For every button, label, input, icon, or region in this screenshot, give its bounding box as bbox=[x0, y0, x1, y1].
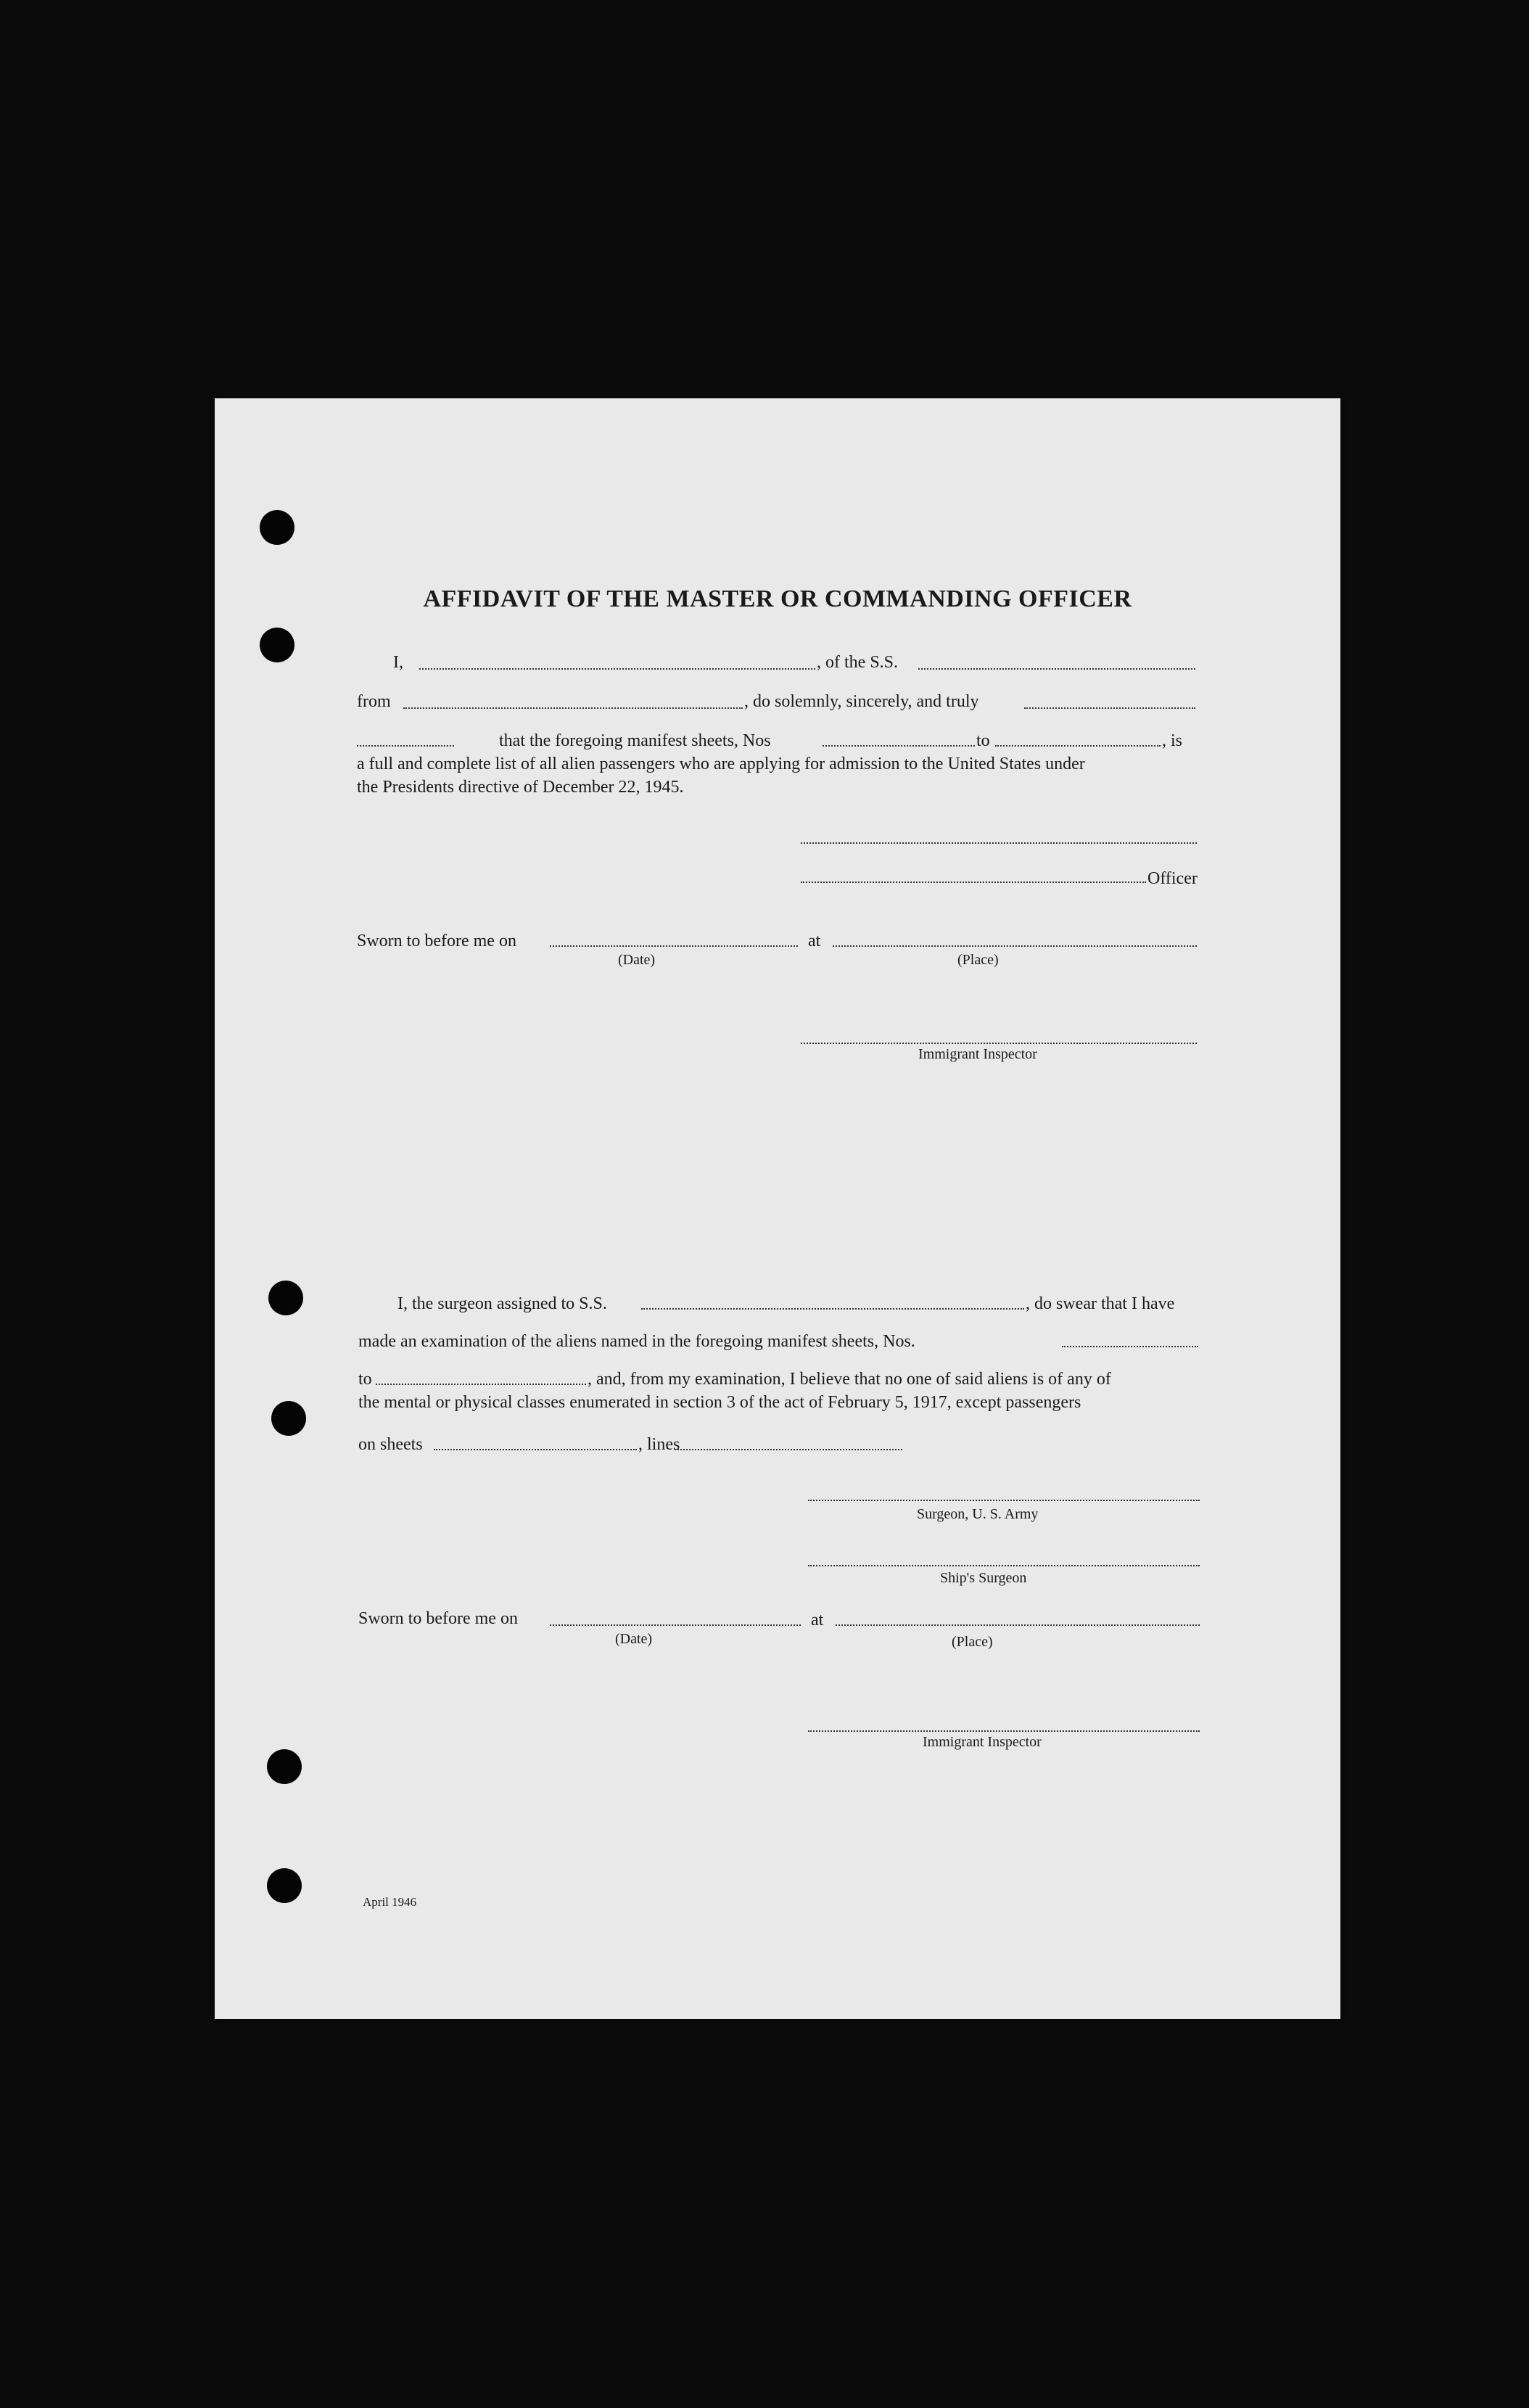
master-from-field[interactable] bbox=[403, 707, 743, 709]
surgeon-line3-rest: , and, from my examination, I believe that no one of said aliens is of any of bbox=[588, 1370, 1111, 1389]
master-at-label: at bbox=[808, 932, 821, 950]
surgeon-on-sheets-label: on sheets bbox=[358, 1435, 423, 1454]
form-title: AFFIDAVIT OF THE MASTER OR COMMANDING OFFICER bbox=[423, 585, 1132, 612]
punch-hole bbox=[271, 1401, 306, 1436]
master-ship-field[interactable] bbox=[918, 668, 1195, 670]
army-surgeon-caption: Surgeon, U. S. Army bbox=[917, 1506, 1039, 1522]
form-page bbox=[215, 398, 1340, 2019]
master-is-label: , is bbox=[1162, 731, 1183, 750]
master-of-ss-label: , of the S.S. bbox=[817, 653, 899, 672]
master-manifest-label: that the foregoing manifest sheets, Nos bbox=[499, 731, 771, 750]
surgeon-nos-from-field[interactable] bbox=[1062, 1346, 1198, 1347]
surgeon-sworn-label: Sworn to before me on bbox=[358, 1609, 518, 1628]
surgeon-sworn-date-field[interactable] bbox=[550, 1624, 801, 1626]
surgeon-sheets-field[interactable] bbox=[434, 1449, 637, 1450]
surgeon-nos-to-field[interactable] bbox=[376, 1384, 586, 1385]
surgeon-line1: I, the surgeon assigned to S.S. bbox=[397, 1294, 607, 1313]
master-inspector-signature-field[interactable] bbox=[801, 1043, 1197, 1044]
surgeon-to-label: to bbox=[358, 1370, 372, 1389]
punch-hole bbox=[260, 510, 294, 545]
master-truly-field[interactable] bbox=[1024, 707, 1195, 709]
master-solemnly-label: , do solemnly, sincerely, and truly bbox=[744, 692, 979, 711]
army-surgeon-signature-field[interactable] bbox=[808, 1500, 1200, 1501]
ships-surgeon-caption: Ship's Surgeon bbox=[940, 1570, 1027, 1586]
master-date-caption: (Date) bbox=[618, 952, 656, 968]
master-inspector-caption: Immigrant Inspector bbox=[918, 1046, 1037, 1062]
punch-hole bbox=[267, 1749, 302, 1784]
master-sworn-label: Sworn to before me on bbox=[357, 932, 516, 950]
ships-surgeon-signature-field[interactable] bbox=[808, 1565, 1200, 1566]
master-place-caption: (Place) bbox=[957, 952, 999, 968]
master-nos-to-field[interactable] bbox=[995, 745, 1161, 747]
surgeon-ship-field[interactable] bbox=[641, 1308, 1024, 1310]
punch-hole bbox=[260, 628, 294, 662]
form-date: April 1946 bbox=[363, 1895, 417, 1909]
master-sworn-place-field[interactable] bbox=[833, 945, 1197, 947]
surgeon-line4: the mental or physical classes enumerated in section 3 of the act of February 5, 1917, except passengers bbox=[358, 1393, 1081, 1412]
surgeon-inspector-caption: Immigrant Inspector bbox=[923, 1734, 1042, 1750]
surgeon-line1-end: , do swear that I have bbox=[1026, 1294, 1175, 1313]
surgeon-lines-label: , lines bbox=[638, 1435, 680, 1454]
punch-hole bbox=[268, 1281, 303, 1315]
surgeon-inspector-signature-field[interactable] bbox=[808, 1730, 1200, 1732]
surgeon-sworn-place-field[interactable] bbox=[836, 1624, 1200, 1626]
officer-label: Officer bbox=[1147, 869, 1198, 888]
master-from-label: from bbox=[357, 692, 391, 711]
surgeon-at-label: at bbox=[811, 1611, 824, 1630]
master-prefix-field[interactable] bbox=[357, 745, 454, 747]
master-signature-field[interactable] bbox=[801, 842, 1197, 844]
officer-title-field[interactable] bbox=[801, 882, 1146, 883]
master-sworn-date-field[interactable] bbox=[550, 945, 798, 947]
surgeon-date-caption: (Date) bbox=[615, 1631, 653, 1647]
surgeon-lines-field[interactable] bbox=[675, 1449, 902, 1450]
master-line5: the Presidents directive of December 22, 1945. bbox=[357, 778, 684, 797]
surgeon-place-caption: (Place) bbox=[952, 1634, 993, 1650]
master-i-label: I, bbox=[393, 653, 403, 672]
master-name-field[interactable] bbox=[419, 668, 815, 670]
surgeon-line2: made an examination of the aliens named in the foregoing manifest sheets, Nos. bbox=[358, 1332, 915, 1351]
master-line4: a full and complete list of all alien passengers who are applying for admission to the United States under bbox=[357, 755, 1085, 773]
master-nos-from-field[interactable] bbox=[823, 745, 975, 747]
master-to-label: to bbox=[976, 731, 990, 750]
punch-hole bbox=[267, 1868, 302, 1903]
